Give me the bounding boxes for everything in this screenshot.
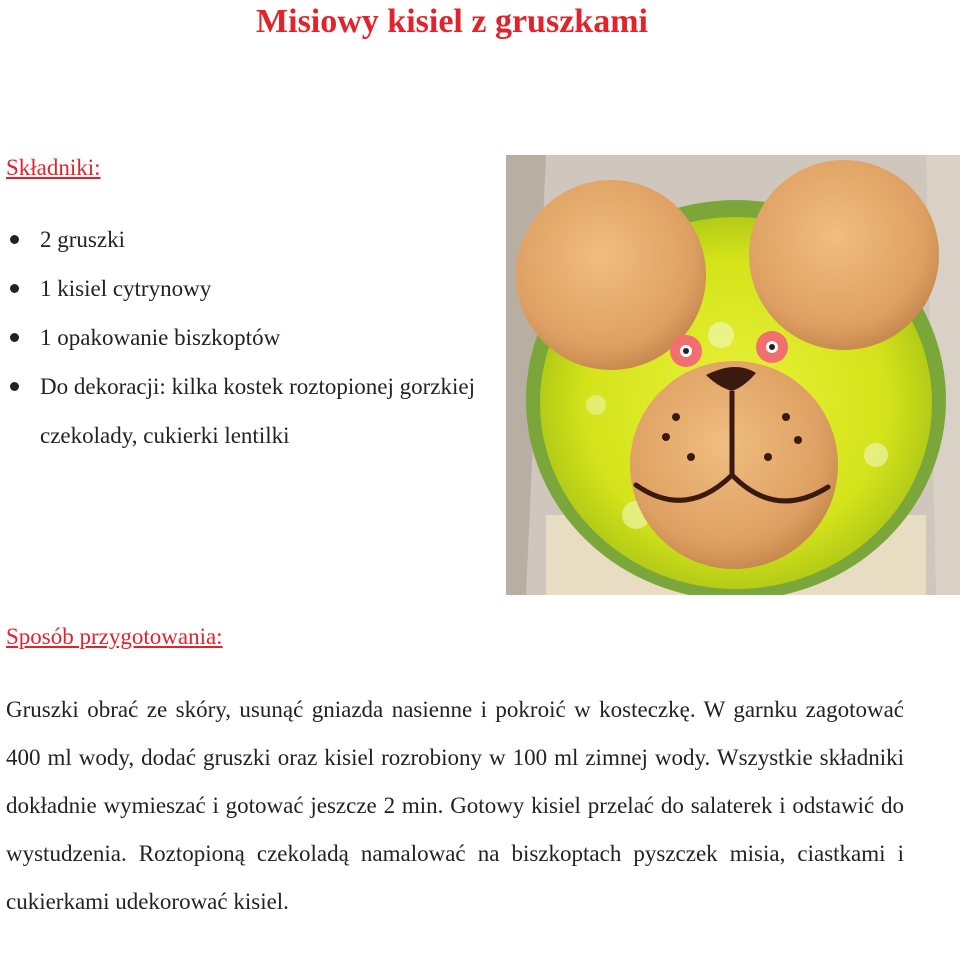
bullet-icon <box>10 333 19 342</box>
list-item: 1 kisiel cytrynowy <box>8 264 508 313</box>
ingredients-heading: Składniki: <box>6 155 101 180</box>
list-item: 1 opakowanie biszkoptów <box>8 313 508 362</box>
bullet-icon <box>10 284 19 293</box>
ingredients-list <box>8 215 508 460</box>
bullet-icon <box>10 382 19 391</box>
list-item: Do dekoracji: kilka kostek roztopionej gorzkiej czekolady, cukierki lentilki <box>8 362 500 460</box>
preparation-heading: Sposób przygotowania: <box>6 624 223 649</box>
dessert-photo <box>506 155 960 595</box>
recipe-title: Misiowy kisiel z gruszkami <box>256 3 648 40</box>
preparation-text: Gruszki obrać ze skóry, usunąć gniazda nasienne i pokroić w kosteczkę. W garnku zagotować 400 ml wody, dodać gruszki oraz kisiel rozrobiony w 100 ml zimnej wody. Wszystkie składniki dokładnie wymieszać i gotować jeszcze 2 min. Gotowy kisiel przelać do salaterek i odstawić do wystudzenia. Roztopioną czekoladą namalować na biszkoptach pyszczek misia, ciastkami i cukierkami udekorować kisiel. <box>6 697 904 914</box>
bullet-icon <box>10 235 19 244</box>
list-item: 2 gruszki <box>8 215 508 264</box>
